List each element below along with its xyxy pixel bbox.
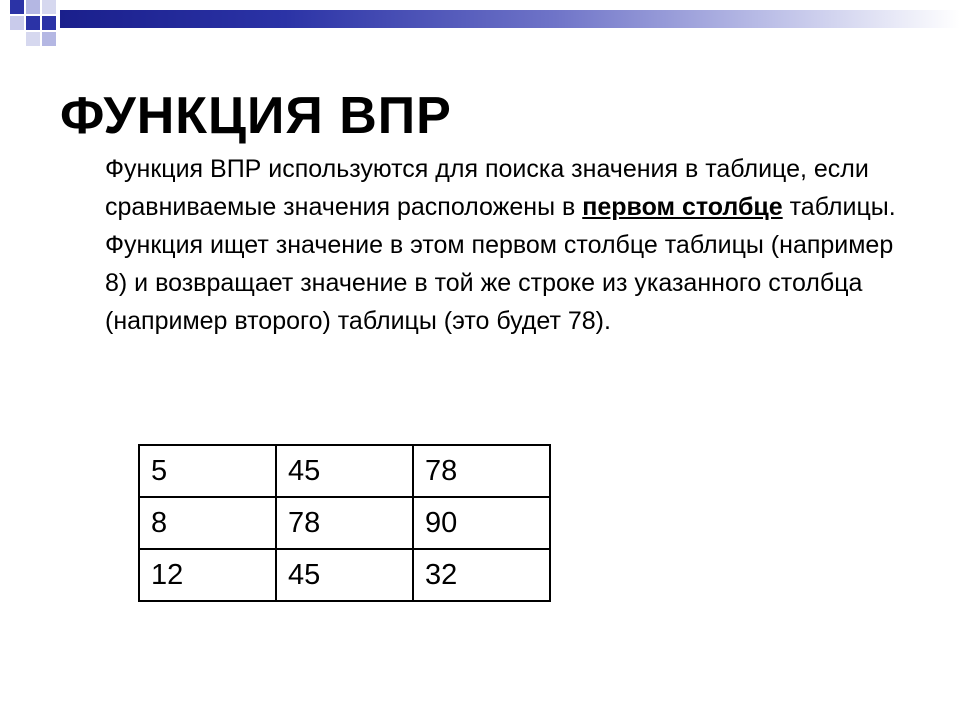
table-cell: 78 [276,497,413,549]
decorative-corner-squares [0,0,80,60]
table-cell: 8 [139,497,276,549]
slide-body [105,150,905,340]
decor-square [42,16,56,30]
paragraph-description-start: Функция ВПР используются для поиска значения в таблице, если сравниваемые значения расположены в [105,155,869,221]
table-cell: 90 [413,497,550,549]
table-cell: 32 [413,549,550,601]
table-cell: 5 [139,445,276,497]
decor-square [10,0,24,14]
decor-square [26,16,40,30]
header-accent-bar [60,10,960,28]
table-row [139,445,550,497]
emphasis-first-column: первом столбце [582,193,783,221]
decor-square [42,32,56,46]
paragraph-example: Функция ищет значение в этом первом столбце таблицы (например 8) и возвращает значение в той же строке из указанного столбца (например второго) таблицы (это будет 78). [105,231,894,335]
paragraph-description [105,150,905,226]
decor-square [26,32,40,46]
decor-square [10,16,24,30]
table-cell: 12 [139,549,276,601]
table-cell: 45 [276,549,413,601]
decor-square [42,0,56,14]
example-table [138,444,551,602]
paragraph-description-end: таблицы. [782,193,896,221]
decor-square [26,0,40,14]
slide-title: ФУНКЦИЯ ВПР [60,87,452,145]
table-row [139,549,550,601]
table-cell: 78 [413,445,550,497]
table-row [139,497,550,549]
table-cell: 45 [276,445,413,497]
